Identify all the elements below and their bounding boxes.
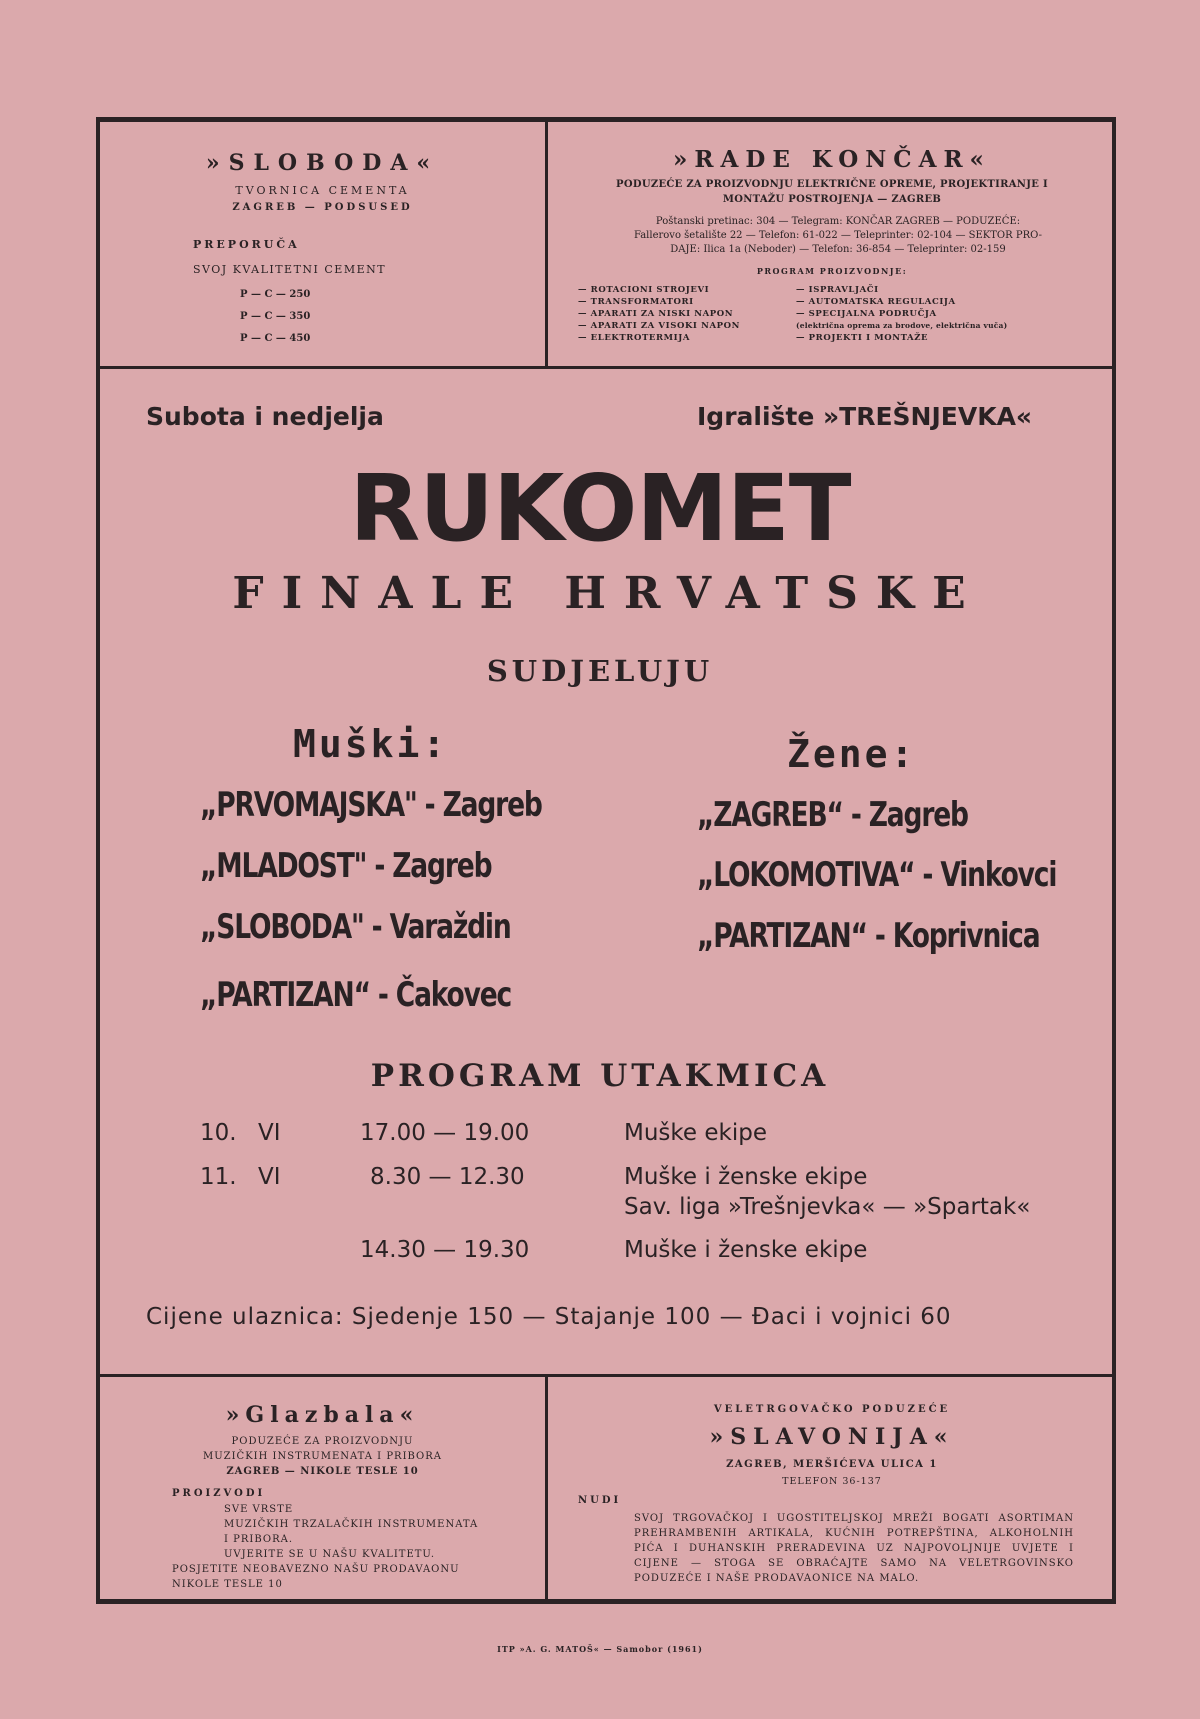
schedule-day: 10. (200, 1120, 237, 1146)
men-team: „MLADOST" - Zagreb (200, 846, 492, 886)
ad-sloboda-line1: TVORNICA CEMENTA (235, 184, 410, 197)
ad-glazbala-line: PODUZEĆE ZA PROIZVODNJU (231, 1436, 414, 1447)
ad-koncar-sub2: MONTAŽU POSTROJENJA — ZAGREB (722, 194, 942, 205)
ad-sloboda-line2: ZAGREB — PODSUSED (232, 202, 413, 213)
ad-slavonija-nudi: NUDI (578, 1495, 622, 1506)
printer-imprint: ITP »A. G. MATOŠ« — Samobor (1961) (497, 1644, 703, 1654)
ad-sloboda-name: »SLOBODA« (205, 150, 440, 176)
ad-glazbala-name: »Glazbala« (225, 1402, 420, 1428)
ad-glazbala-line: ZAGREB — NIKOLE TESLE 10 (226, 1466, 419, 1477)
ad-glazbala-line: UVJERITE SE U NAŠU KVALITETU. (224, 1549, 436, 1560)
ad-koncar-program-title: PROGRAM PROIZVODNJE: (756, 266, 908, 276)
ad-slavonija-address: ZAGREB, MERŠIĆEVA ULICA 1 (726, 1459, 938, 1470)
ad-koncar-subtitle (578, 177, 1086, 207)
men-team: „PARTIZAN“ - Čakovec (200, 975, 512, 1015)
ad-slavonija-phone: TELEFON 36-137 (782, 1476, 882, 1487)
ad-glazbala-line: SVE VRSTE (224, 1504, 294, 1515)
schedule-desc: Muške ekipe (624, 1120, 767, 1146)
cement-type: P — C — 450 (240, 333, 311, 344)
divider-top (100, 366, 1112, 369)
ad-glazbala-line: POSJETITE NEOBAVEZNO NAŠU PRODAVAONU (172, 1564, 460, 1575)
list-item: — ROTACIONI STROJEVI (578, 285, 710, 295)
list-item: (električna oprema za brodove, električna vuča) (796, 321, 1008, 330)
ad-slavonija (548, 1376, 1116, 1604)
event-subtitle: FINALE HRVATSKE (232, 568, 984, 619)
ad-koncar-contact1: Poštanski pretinac: 304 — Telegram: KONČAR ZAGREB — PODUZEĆE: (655, 216, 1021, 227)
ad-glazbala-line: I PRIBORA. (224, 1534, 293, 1545)
ad-slavonija-top: VELETRGOVAČKO PODUZEĆE (713, 1404, 951, 1415)
ad-glazbala-line: NIKOLE TESLE 10 (172, 1579, 283, 1590)
ad-glazbala-line: MUZIČKIH INSTRUMENATA I PRIBORA (202, 1451, 443, 1462)
ad-koncar-list-right (796, 284, 1007, 344)
list-item: — APARATI ZA VISOKI NAPON (578, 321, 741, 331)
schedule-desc: Muške i ženske ekipe (624, 1164, 868, 1190)
event-title: RUKOMET (349, 455, 851, 562)
ad-koncar-contact2: Fallerovo šetalište 22 — Telefon: 61-022 — Teleprinter: 02-104 — SEKTOR PRO- (633, 230, 1043, 241)
ad-sloboda-line3: PREPORUČA (193, 238, 300, 251)
program-label: PROGRAM UTAKMICA (370, 1058, 830, 1094)
event-venue: Igralište »TREŠNJEVKA« (697, 402, 1033, 431)
ad-glazbala-line: PROIZVODI (172, 1488, 266, 1499)
women-team: „PARTIZAN“ - Koprivnica (697, 916, 1040, 956)
men-team: „PRVOMAJSKA" - Zagreb (200, 785, 542, 825)
schedule-time: 14.30 — 19.30 (360, 1237, 530, 1263)
ad-koncar-contact3: DAJE: Ilica 1a (Neboder) — Telefon: 36-854 — Teleprinter: 02-159 (670, 244, 1006, 255)
list-item: — ELEKTROTERMIJA (578, 333, 691, 343)
list-item: — APARATI ZA NISKI NAPON (578, 309, 734, 319)
ad-slavonija-name: »SLAVONIJA« (709, 1424, 955, 1450)
list-item: — ISPRAVLJAČI (796, 285, 879, 295)
cement-types (240, 284, 310, 350)
ad-slavonija-body: SVOJ TRGOVAČKOJ I UGOSTITELJSKOJ MREŽI BOGATI ASORTIMAN PREHRAMBENIH ARTIKALA, KUĆNIH POTREPŠTINA, ALKOHOLNIH PIĆA I DUHANSKIH PRERADEVINA UZ NAJPOVOLJNIJE UVJETE I CIJENE — STOGA SE OBRAĆAJTE SAMO NA VELETRGOVINSKO PODUZEĆE I NAŠE PRODAVAONICE NA MALO. (634, 1513, 1074, 1584)
ad-rade-koncar (548, 122, 1116, 366)
event-date: Subota i nedjelja (146, 402, 384, 431)
schedule-month: VI (258, 1164, 281, 1190)
women-team: „LOKOMOTIVA“ - Vinkovci (697, 855, 1057, 895)
schedule-desc: Muške i ženske ekipe (624, 1237, 868, 1263)
ad-glazbala-line: MUZIČKIH TRZALAČKIH INSTRUMENATA (224, 1519, 479, 1530)
cement-type: P — C — 250 (240, 289, 311, 300)
ad-sloboda (100, 122, 545, 366)
participants-label: SUDJELUJU (486, 654, 714, 688)
ad-koncar-name: »RADE KONČAR« (673, 146, 991, 173)
list-item: — PROJEKTI I MONTAŽE (796, 333, 929, 343)
schedule-day: 11. (200, 1164, 237, 1190)
list-item: — TRANSFORMATORI (578, 297, 694, 307)
women-team: „ZAGREB“ - Zagreb (697, 795, 968, 835)
schedule-time: 17.00 — 19.00 (360, 1120, 530, 1146)
schedule-month: VI (258, 1120, 281, 1146)
ad-glazbala (100, 1376, 545, 1604)
list-item: — SPECIJALNA PODRUČJA (796, 309, 937, 319)
men-label: Muški: (293, 722, 449, 766)
ad-sloboda-line4: SVOJ KVALITETNI CEMENT (193, 263, 387, 276)
women-label: Žene: (787, 732, 917, 776)
cement-type: P — C — 350 (240, 311, 311, 322)
list-item: — AUTOMATSKA REGULACIJA (796, 297, 956, 307)
men-team: „SLOBODA" - Varaždin (200, 907, 511, 947)
ticket-prices: Cijene ulaznica: Sjedenje 150 — Stajanje 100 — Đaci i vojnici 60 (146, 1304, 952, 1330)
schedule-desc-extra: Sav. liga »Trešnjevka« — »Spartak« (624, 1194, 1031, 1220)
ad-koncar-contact (578, 215, 1098, 257)
ad-koncar-list-left (578, 284, 740, 344)
ad-koncar-sub1: PODUZEĆE ZA PROIZVODNJU ELEKTRIČNE OPREME, PROJEKTIRANJE I (616, 179, 1048, 190)
schedule-time: 8.30 — 12.30 (370, 1164, 525, 1190)
